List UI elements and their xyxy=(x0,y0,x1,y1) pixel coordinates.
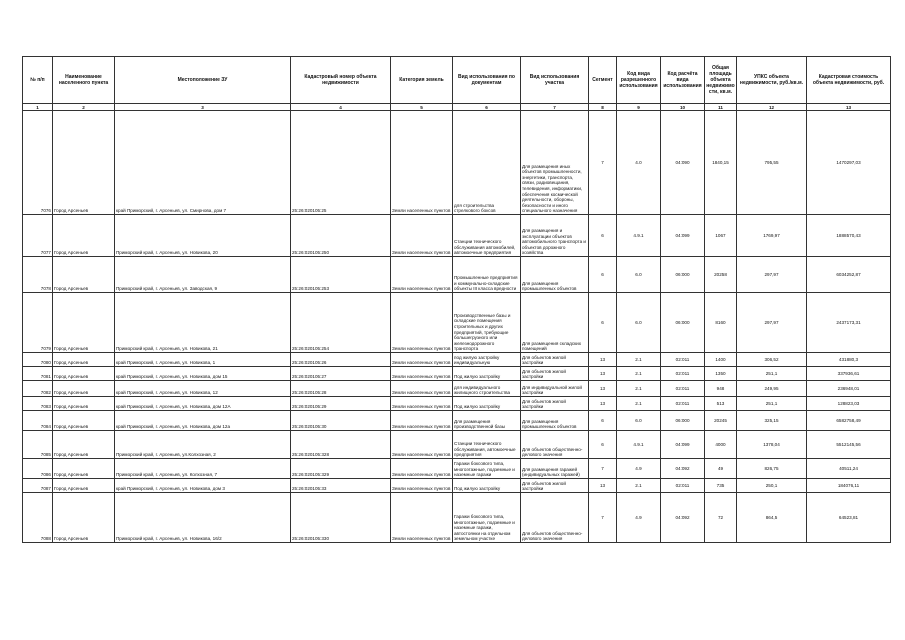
table-row xyxy=(23,293,891,353)
land-registry-sheet xyxy=(22,56,890,543)
table-cell: край Приморский, г. Арсеньев, ул. Новикова, дом 12А xyxy=(115,397,291,411)
table-cell: 6 xyxy=(589,431,617,459)
table-cell: Земли населенных пунктов xyxy=(391,411,453,431)
table-cell: 72 xyxy=(705,493,737,543)
column-number: 3 xyxy=(115,104,291,111)
table-cell: Приморский край, г. Арсеньев, ул. Колхозная, 7 xyxy=(115,459,291,479)
table-cell: 7078 xyxy=(23,257,53,293)
table-cell: 1769,97 xyxy=(737,215,807,257)
table-cell: 06:000 xyxy=(661,411,705,431)
table-cell: 25:26:020105:330 xyxy=(291,493,391,543)
table-cell: 2.1 xyxy=(617,479,661,493)
table-row xyxy=(23,353,891,367)
table-cell: 735 xyxy=(705,479,737,493)
table-cell: Город Арсеньев xyxy=(53,479,115,493)
table-cell: 7088 xyxy=(23,493,53,543)
table-cell: Для размещения гаражей (индивидуальных гаражей) xyxy=(521,459,589,479)
table-header xyxy=(23,57,891,104)
table-cell: 325,15 xyxy=(737,411,807,431)
column-number: 1 xyxy=(23,104,53,111)
column-number: 10 xyxy=(661,104,705,111)
table-cell: 7083 xyxy=(23,397,53,411)
table-cell: 02:011 xyxy=(661,367,705,381)
table-cell: 7082 xyxy=(23,381,53,397)
table-cell: Земли населенных пунктов xyxy=(391,367,453,381)
table-cell: 7081 xyxy=(23,367,53,381)
table-cell: 06:000 xyxy=(661,293,705,353)
table-cell: 251,1 xyxy=(737,367,807,381)
column-header: Сегмент xyxy=(589,57,617,104)
table-cell: 297,97 xyxy=(737,293,807,353)
table-cell: 04:092 xyxy=(661,459,705,479)
table-cell: Для размещения промышленных объектов xyxy=(521,257,589,293)
table-cell: 25:26:020105:254 xyxy=(291,293,391,353)
table-cell: Земли населенных пунктов xyxy=(391,493,453,543)
table-cell: Промышленные предприятия и коммунально-складские объекты III класса вредности xyxy=(453,257,521,293)
column-header: Кадастровая стоимость объекта недвижимости, руб. xyxy=(807,57,891,104)
column-number: 9 xyxy=(617,104,661,111)
table-cell: Земли населенных пунктов xyxy=(391,459,453,479)
table-cell: Город Арсеньев xyxy=(53,411,115,431)
table-cell: 13 xyxy=(589,367,617,381)
table-cell: Приморский край, г. Арсеньев, ул. Заводская, 9 xyxy=(115,257,291,293)
table-row xyxy=(23,367,891,381)
table-cell: 2.1 xyxy=(617,353,661,367)
table-cell: 6 xyxy=(589,215,617,257)
table-cell: Для объектов жилой застройки xyxy=(521,367,589,381)
table-cell: Приморский край, г. Арсеньев, ул.Колхозная, 2 xyxy=(115,431,291,459)
table-cell: 25:26:020105:33 xyxy=(291,479,391,493)
table-cell: 25:26:020105:29 xyxy=(291,397,391,411)
table-cell: Гаражи боксового типа, многоэтажные, подземные и наземные гаражи, автостоянки на отдельном земельном участке xyxy=(453,493,521,543)
table-cell: 04:099 xyxy=(661,431,705,459)
table-cell: 431880,3 xyxy=(807,353,891,367)
table-cell: 13 xyxy=(589,397,617,411)
table-cell: 864,5 xyxy=(737,493,807,543)
table-cell: 25:26:020105:26 xyxy=(291,353,391,367)
table-cell: 250,1 xyxy=(737,479,807,493)
table-cell: край Приморский, г. Арсеньев, ул. Новикова, дом 12а xyxy=(115,411,291,431)
table-cell: Под жилую застройку xyxy=(453,397,521,411)
table-cell: 7084 xyxy=(23,411,53,431)
table-cell: Город Арсеньев xyxy=(53,367,115,381)
column-header: № п/п xyxy=(23,57,53,104)
table-row xyxy=(23,381,891,397)
table-cell: 7086 xyxy=(23,459,53,479)
table-cell: 20258 xyxy=(705,257,737,293)
table-cell: 13 xyxy=(589,381,617,397)
table-row xyxy=(23,431,891,459)
table-cell: 948 xyxy=(705,381,737,397)
column-header: Код вида разрешенного использования xyxy=(617,57,661,104)
table-cell: 249,95 xyxy=(737,381,807,397)
table-cell: 25:26:020105:328 xyxy=(291,431,391,459)
table-cell: Земли населенных пунктов xyxy=(391,381,453,397)
table-cell: 02:011 xyxy=(661,397,705,411)
table-cell: Для размещения складских помещений xyxy=(521,293,589,353)
column-header: Кадастровый номер объекта недвижимости xyxy=(291,57,391,104)
table-cell: 06:000 xyxy=(661,257,705,293)
table-cell: 1888570,43 xyxy=(807,215,891,257)
table-cell: 8160 xyxy=(705,293,737,353)
column-number: 8 xyxy=(589,104,617,111)
table-cell: 6 xyxy=(589,293,617,353)
table-cell: Гаражи боксового типа, многоэтажные, подземные и наземные гаражи xyxy=(453,459,521,479)
column-number: 2 xyxy=(53,104,115,111)
table-cell: 6.0 xyxy=(617,411,661,431)
table-cell: 25:26:020105:253 xyxy=(291,257,391,293)
table-row xyxy=(23,411,891,431)
table-cell: Город Арсеньев xyxy=(53,111,115,215)
table-cell: под жилую застройку индивидуальную xyxy=(453,353,521,367)
table-cell: 7077 xyxy=(23,215,53,257)
column-header: Общая площадь объекта недвижимости, кв.м. xyxy=(705,57,737,104)
table-cell: 826,75 xyxy=(737,459,807,479)
table-cell: 13 xyxy=(589,479,617,493)
table-cell: Земли населенных пунктов xyxy=(391,397,453,411)
table-cell: 7087 xyxy=(23,479,53,493)
table-cell: Земли населенных пунктов xyxy=(391,353,453,367)
column-number: 7 xyxy=(521,104,589,111)
table-cell: Земли населенных пунктов xyxy=(391,431,453,459)
table-cell: 6 xyxy=(589,411,617,431)
table-cell: Для размещения иных объектов промышленности, энергетики, транспорта, связи, радиовещания, телевидения, информатики, обеспечения космической деятельности, обороны, безопасности и иного специального назначения xyxy=(521,111,589,215)
table-cell: 7085 xyxy=(23,431,53,459)
column-header: Местоположение ЗУ xyxy=(115,57,291,104)
table-cell: 02:011 xyxy=(661,479,705,493)
table-cell: 25:26:020105:27 xyxy=(291,367,391,381)
table-cell: Производственные базы и складские помещения строительных и других предприятий, требующие большегрузного или железнодорожного транспорта xyxy=(453,293,521,353)
table-cell: Станции технического обслуживания, автомоечные предприятия xyxy=(453,431,521,459)
table-cell: Для объектов жилой застройки xyxy=(521,479,589,493)
table-cell: Под жилую застройку xyxy=(453,367,521,381)
table-cell: 1350 xyxy=(705,367,737,381)
table-cell: 20245 xyxy=(705,411,737,431)
table-cell: Город Арсеньев xyxy=(53,493,115,543)
table-cell: 2437173,31 xyxy=(807,293,891,353)
table-cell: 2.1 xyxy=(617,367,661,381)
table-row xyxy=(23,111,891,215)
table-cell: 128823,03 xyxy=(807,397,891,411)
table-cell: край Приморский, г. Арсеньев, ул. Новикова, 12 xyxy=(115,381,291,397)
table-row xyxy=(23,397,891,411)
table-cell: 13 xyxy=(589,353,617,367)
table-cell: Город Арсеньев xyxy=(53,257,115,293)
cadastral-value-table xyxy=(22,56,891,543)
table-cell: Станции технического обслуживания автомобилей, автомоечные предприятия xyxy=(453,215,521,257)
table-cell: 7 xyxy=(589,493,617,543)
column-number: 12 xyxy=(737,104,807,111)
table-cell: 04:092 xyxy=(661,493,705,543)
table-row xyxy=(23,215,891,257)
table-cell: 513 xyxy=(705,397,737,411)
table-cell: Приморский край, г. Арсеньев, ул. Новикова, 20 xyxy=(115,215,291,257)
table-cell: 1378,04 xyxy=(737,431,807,459)
table-cell: 337936,61 xyxy=(807,367,891,381)
table-cell: Для объектов общественно-делового значения xyxy=(521,431,589,459)
table-cell: 25:26:020105:250 xyxy=(291,215,391,257)
table-cell: Земли населенных пунктов xyxy=(391,257,453,293)
table-cell: Приморский край, г. Арсеньев, ул. Новикова, 16/2 xyxy=(115,493,291,543)
table-row xyxy=(23,459,891,479)
table-cell: край Приморский, г. Арсеньев, ул. Новикова, дом 15 xyxy=(115,367,291,381)
table-cell: 1470297,03 xyxy=(807,111,891,215)
table-cell: Земли населенных пунктов xyxy=(391,215,453,257)
table-cell: Для индивидуальной жилой застройки xyxy=(521,381,589,397)
table-cell: 6034252,87 xyxy=(807,257,891,293)
table-cell: 6582758,49 xyxy=(807,411,891,431)
table-cell: Земли населенных пунктов xyxy=(391,293,453,353)
table-cell: 1840,15 xyxy=(705,111,737,215)
table-cell: 6 xyxy=(589,257,617,293)
table-cell: Для размещения и эксплуатации объектов автомобильного транспорта и объектов дорожного хозяйства xyxy=(521,215,589,257)
table-cell: 7 xyxy=(589,111,617,215)
table-cell: 4.9 xyxy=(617,459,661,479)
table-cell: 1400 xyxy=(705,353,737,367)
column-number: 11 xyxy=(705,104,737,111)
table-cell: 251,1 xyxy=(737,397,807,411)
column-number: 13 xyxy=(807,104,891,111)
table-cell: 7 xyxy=(589,459,617,479)
table-cell: 4.9 xyxy=(617,493,661,543)
table-cell: 04:090 xyxy=(661,111,705,215)
column-header: Код расчёта вида использования xyxy=(661,57,705,104)
table-cell: Город Арсеньев xyxy=(53,381,115,397)
table-cell: Город Арсеньев xyxy=(53,431,115,459)
table-cell: 2.1 xyxy=(617,381,661,397)
column-header: Вид использования участка xyxy=(521,57,589,104)
table-row xyxy=(23,257,891,293)
column-number-row xyxy=(23,104,891,111)
table-cell: 25:26:020105:30 xyxy=(291,411,391,431)
table-cell: Земли населенных пунктов xyxy=(391,479,453,493)
table-cell: 4.0 xyxy=(617,111,661,215)
table-cell: 236948,01 xyxy=(807,381,891,397)
table-cell: Город Арсеньев xyxy=(53,215,115,257)
table-cell: для индивидуального жилищного строительства xyxy=(453,381,521,397)
table-cell: для строительства стрелкового боксов xyxy=(453,111,521,215)
table-cell: 49 xyxy=(705,459,737,479)
table-cell: 25:26:020105:329 xyxy=(291,459,391,479)
column-header: Наименование населенного пункта xyxy=(53,57,115,104)
table-cell: Под жилую застройку xyxy=(453,479,521,493)
table-cell: 25:26:020105:28 xyxy=(291,381,391,397)
table-row xyxy=(23,479,891,493)
column-header: Вид использования по документам xyxy=(453,57,521,104)
table-cell: 02:011 xyxy=(661,353,705,367)
column-number: 4 xyxy=(291,104,391,111)
table-cell: 02:011 xyxy=(661,381,705,397)
table-cell: край Приморский, г. Арсеньев, ул. Смирнова, дом 7 xyxy=(115,111,291,215)
table-row xyxy=(23,493,891,543)
column-header: Категория земель xyxy=(391,57,453,104)
table-cell: Город Арсеньев xyxy=(53,397,115,411)
table-cell: 6.0 xyxy=(617,293,661,353)
table-cell: Город Арсеньев xyxy=(53,293,115,353)
table-cell: 2.1 xyxy=(617,397,661,411)
table-cell: 6.0 xyxy=(617,257,661,293)
table-cell: 40511,24 xyxy=(807,459,891,479)
column-header: УПКС объекта недвижимости, руб./кв.м. xyxy=(737,57,807,104)
table-cell: Для объектов общественно-делового значения xyxy=(521,493,589,543)
table-cell: 4.9.1 xyxy=(617,215,661,257)
table-body xyxy=(23,104,891,543)
table-cell: 64523,81 xyxy=(807,493,891,543)
table-cell: 5512145,56 xyxy=(807,431,891,459)
table-cell: Для размещения промышленных объектов xyxy=(521,411,589,431)
table-cell: 4000 xyxy=(705,431,737,459)
table-cell: Для объектов жилой застройки xyxy=(521,353,589,367)
table-cell: Для размещения производственной базы xyxy=(453,411,521,431)
table-cell: край Приморский, г. Арсеньев, ул. Новикова, 1 xyxy=(115,353,291,367)
table-cell: Для объектов жилой застройки xyxy=(521,397,589,411)
column-number: 5 xyxy=(391,104,453,111)
table-cell: Земли населенных пунктов xyxy=(391,111,453,215)
table-cell: 04:099 xyxy=(661,215,705,257)
table-cell: 184076,11 xyxy=(807,479,891,493)
table-cell: 1067 xyxy=(705,215,737,257)
table-cell: 7076 xyxy=(23,111,53,215)
table-cell: 7079 xyxy=(23,293,53,353)
table-cell: Город Арсеньев xyxy=(53,353,115,367)
column-number: 6 xyxy=(453,104,521,111)
table-cell: 25:26:020105:25 xyxy=(291,111,391,215)
table-cell: 795,55 xyxy=(737,111,807,215)
table-cell: 306,52 xyxy=(737,353,807,367)
table-cell: 7080 xyxy=(23,353,53,367)
table-cell: Приморский край, г. Арсеньев, ул. Новикова, 21 xyxy=(115,293,291,353)
table-cell: 4.9.1 xyxy=(617,431,661,459)
table-cell: край Приморский, г. Арсеньев, ул. Новикова, дом 3 xyxy=(115,479,291,493)
table-cell: Город Арсеньев xyxy=(53,459,115,479)
table-cell: 297,97 xyxy=(737,257,807,293)
